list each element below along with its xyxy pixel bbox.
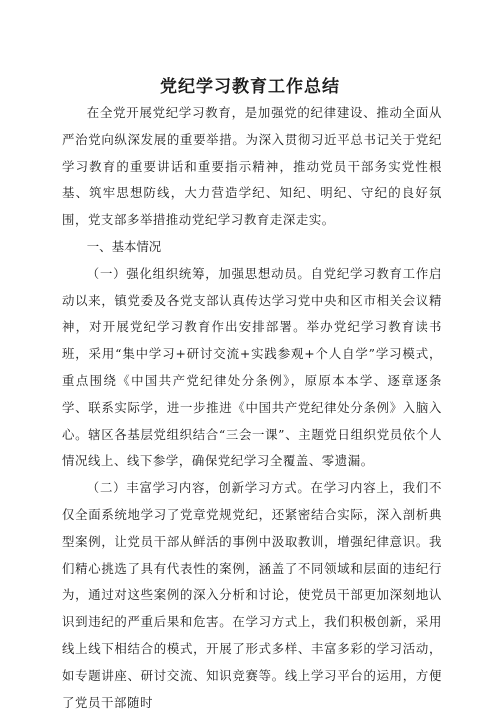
section-heading-basic-situation: 一、基本情况: [86, 238, 162, 254]
document-body: [62, 100, 442, 716]
paragraph-organization: （一）强化组织统筹，加强思想动员。自党纪学习教育工作启动以来，镇党委及各党支部认真传达学习党中央和区市相关会议精神，对开展党纪学习教育作出安排部署。举办党纪学习教育读书班，采用“集中学习+研讨交流+实践参观+个人自学”学习模式，重点围绕《中国共产党纪律处分条例》，原原本本学、逐章逐条学、联系实际学，进一步推进《中国共产党纪律处分条例》入脑入心。辖区各基层党组织结合“三会一课”、主题党日组织党员依个人情况线上、线下参学，确保党纪学习全覆盖、零遗漏。: [62, 265, 442, 469]
document-title: 党纪学习教育工作总结: [160, 77, 340, 97]
paragraph-learning-content: （二）丰富学习内容，创新学习方式。在学习内容上，我们不仅全面系统地学习了党章党规党纪，还紧密结合实际，深入剖析典型案例，让党员干部从鲜活的事例中汲取教训，增强纪律意识。我们精心挑选了具有代表性的案例，涵盖了不同领域和层面的违纪行为，通过对这些案例的深入分析和讨论，使党员干部更加深刻地认识到违纪的严重后果和危害。在学习方式上，我们积极创新，采用线上线下相结合的模式，开展了形式多样、丰富多彩的学习活动，如专题讲座、研讨交流、知识竞赛等。线上学习平台的运用，方便了党员干部随时: [62, 480, 442, 710]
paragraph-intro: 在全党开展党纪学习教育，是加强党的纪律建设、推动全面从严治党向纵深发展的重要举措。为深入贯彻习近平总书记关于党纪学习教育的重要讲话和重要指示精神，推动党员干部务实党性根基、筑牢思想防线，大力营造学纪、知纪、明纪、守纪的良好氛围，党支部多举措推动党纪学习教育走深走实。: [62, 105, 442, 228]
